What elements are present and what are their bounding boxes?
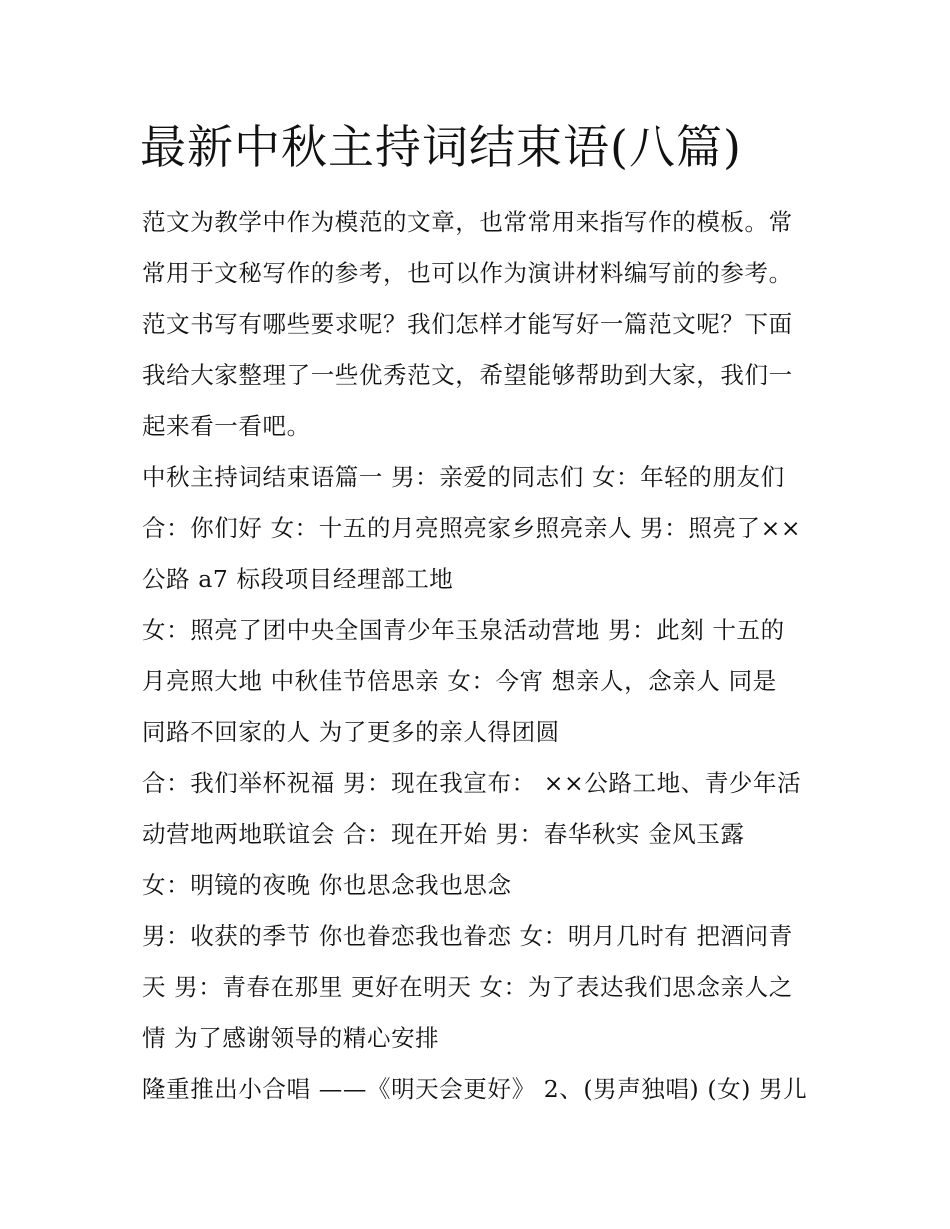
paragraph-line: 中秋主持词结束语篇一 男：亲爱的同志们 女：年轻的朋友们 — [142, 463, 785, 491]
paragraph-line: 同路不回家的人 为了更多的亲人得团圆 — [142, 718, 560, 746]
paragraph-line: 范文为教学中作为模范的文章，也常常用来指写作的模板。常 — [142, 208, 793, 236]
paragraph-line: 公路 a7 标段项目经理部工地 — [142, 565, 454, 593]
paragraph-line: 合：你们好 女：十五的月亮照亮家乡照亮亲人 男：照亮了×× — [142, 514, 802, 542]
paragraph-line: 月亮照大地 中秋佳节倍思亲 女：今宵 想亲人，念亲人 同是 — [142, 667, 777, 695]
paragraph-line: 我给大家整理了一些优秀范文，希望能够帮助到大家，我们一 — [142, 361, 793, 389]
paragraph-line: 范文书写有哪些要求呢？我们怎样才能写好一篇范文呢？下面 — [142, 310, 793, 338]
paragraph-line: 情 为了感谢领导的精心安排 — [142, 1024, 440, 1052]
paragraph-line: 起来看一看吧。 — [142, 412, 311, 440]
paragraph-line: 女：明镜的夜晚 你也思念我也思念 — [142, 871, 512, 899]
paragraph-line: 动营地两地联谊会 合：现在开始 男：春华秋实 金风玉露 — [142, 820, 745, 848]
paragraph-line: 隆重推出小合唱 ——《明天会更好》 2、(男声独唱) (女) 男儿 — [142, 1075, 808, 1103]
paragraph-line: 天 男：青春在那里 更好在明天 女：为了表达我们思念亲人之 — [142, 973, 793, 1001]
document-title: 最新中秋主持词结束语(八篇) — [140, 120, 742, 174]
paragraph-line: 男：收获的季节 你也眷恋我也眷恋 女：明月几时有 把酒问青 — [142, 922, 793, 950]
paragraph-line: 常用于文秘写作的参考，也可以作为演讲材料编写前的参考。 — [142, 259, 793, 287]
paragraph-line: 女：照亮了团中央全国青少年玉泉活动营地 男：此刻 十五的 — [142, 616, 785, 644]
paragraph-line: 合：我们举杯祝福 男：现在我宣布： ××公路工地、青少年活 — [142, 769, 802, 797]
